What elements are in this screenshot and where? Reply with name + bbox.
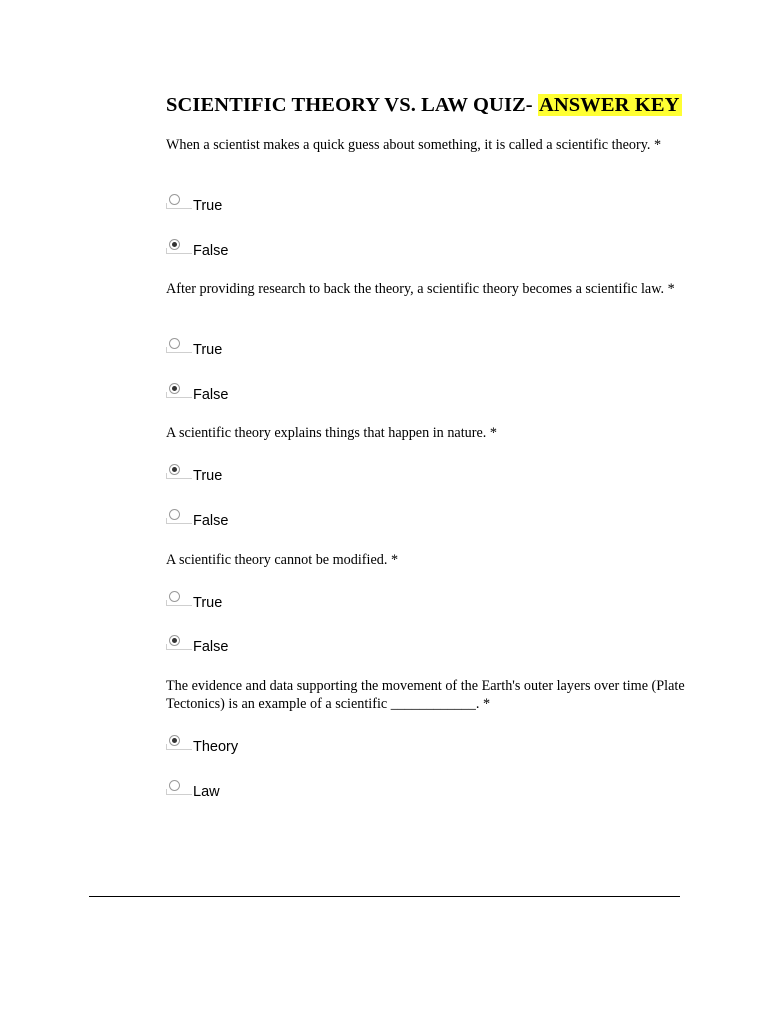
radio-selected-icon[interactable]	[169, 635, 180, 646]
field-divider	[166, 794, 192, 795]
question-2-text: After providing research to back the theory, a scientific theory becomes a scientific law. *	[166, 281, 675, 297]
field-divider	[166, 397, 192, 398]
question-4-text: A scientific theory cannot be modified. *	[166, 552, 399, 568]
option-label: True	[193, 595, 223, 611]
option-label: True	[193, 198, 223, 214]
field-divider	[166, 478, 192, 479]
radio-selected-icon[interactable]	[169, 383, 180, 394]
radio-unselected-icon[interactable]	[169, 194, 180, 205]
radio-dot-icon	[172, 386, 177, 391]
field-divider	[166, 605, 192, 606]
option-label: Theory	[193, 739, 239, 755]
radio-selected-icon[interactable]	[169, 464, 180, 475]
radio-unselected-icon[interactable]	[169, 338, 180, 349]
radio-dot-icon	[172, 638, 177, 643]
field-divider	[166, 749, 192, 750]
option-label: True	[193, 342, 223, 358]
radio-selected-icon[interactable]	[169, 239, 180, 250]
footer-divider	[89, 896, 680, 897]
radio-dot-icon	[172, 738, 177, 743]
field-divider	[166, 208, 192, 209]
page-title	[166, 92, 682, 118]
field-divider	[166, 649, 192, 650]
option-label: False	[193, 243, 229, 259]
title-highlight-answer-key: ANSWER KEY	[538, 94, 680, 116]
radio-dot-icon	[172, 467, 177, 472]
radio-selected-icon[interactable]	[169, 735, 180, 746]
radio-dot-icon	[172, 242, 177, 247]
question-5-text: The evidence and data supporting the movement of the Earth's outer layers over time (Plate Tectonics) is an example of a scientific ____________. *	[166, 678, 685, 712]
question-1-text: When a scientist makes a quick guess about something, it is called a scientific theory. *	[166, 137, 662, 153]
option-label: False	[193, 513, 229, 529]
field-divider	[166, 253, 192, 254]
option-label: True	[193, 468, 223, 484]
option-label: False	[193, 387, 229, 403]
option-label: False	[193, 639, 229, 655]
radio-unselected-icon[interactable]	[169, 780, 180, 791]
field-divider	[166, 352, 192, 353]
radio-unselected-icon[interactable]	[169, 591, 180, 602]
field-divider	[166, 523, 192, 524]
title-main: SCIENTIFIC THEORY VS. LAW QUIZ-	[166, 94, 538, 116]
question-3-text: A scientific theory explains things that happen in nature. *	[166, 425, 497, 441]
option-label: Law	[193, 784, 220, 800]
radio-unselected-icon[interactable]	[169, 509, 180, 520]
